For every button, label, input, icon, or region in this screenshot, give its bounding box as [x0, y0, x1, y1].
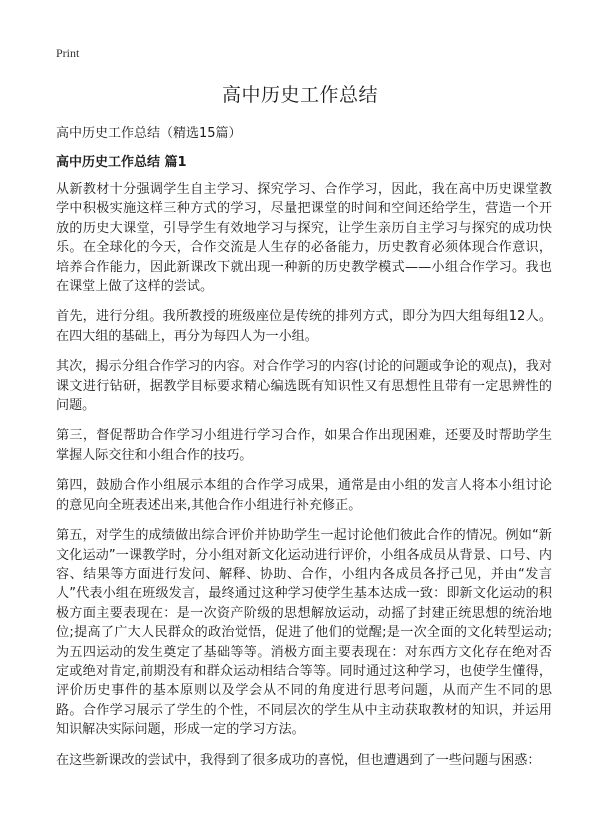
paragraph: 在这些新课改的尝试中，我得到了很多成功的喜悦，但也遭遇到了一些问题与困惑：: [56, 752, 541, 768]
article-body: [56, 180, 552, 781]
print-link[interactable]: Print: [56, 46, 80, 60]
paragraph: 第三，督促帮助合作学习小组进行学习合作，如果合作出现困难，还要及时帮助学生掌握人际交往和小组合作的技巧。: [56, 428, 552, 463]
paragraph: 其次，揭示分组合作学习的内容。对合作学习的内容(讨论的问题或争论的观点)，我对课文进行钻研，据教学目标要求精心编选既有知识性又有思想性且带有一定思辨性的问题。: [56, 359, 552, 414]
paragraph: 第四，鼓励合作小组展示本组的合作学习成果，通常是由小组的发言人将本小组讨论的意见向全班表述出来,其他合作小组进行补充修正。: [56, 478, 552, 513]
paragraph: 第五，对学生的成绩做出综合评价并协助学生一起讨论他们彼此合作的情况。例如“新文化运动”一课教学时，分小组对新文化运动进行评价，小组各成员从背景、口号、内容、结果等方面进行发问、解释、协助、合作，小组内各成员各抒己见，并由“发言人”代表小组在班级发言，最终通过这种学习使学生基本达成一致：即新文化运动的积极方面主要表现在：是一次资产阶级的思想解放运动，动摇了封建正统思想的统治地位;提高了广大人民群众的政治觉悟，促进了他们的觉醒;是一次全面的文化转型运动;为五四运动的发生奠定了基础等等。消极方面主要表现在：对东西方文化存在绝对否定或绝对肯定,前期没有和群众运动相结合等等。同时通过这种学习，也使学生懂得，评价历史事件的基本原则以及学会从不同的角度进行思考问题，从而产生不同的思路。合作学习展示了学生的个性，不同层次的学生从中主动获取教材的知识，并运用知识解决实际问题，形成一定的学习方法。: [56, 528, 552, 738]
paragraph: 首先，进行分组。我所教授的班级座位是传统的排列方式，即分为四大组每组12人。在四大组的基础上，再分为每四人为一小组。: [56, 309, 552, 344]
paragraph: 从新教材十分强调学生自主学习、探究学习、合作学习，因此，我在高中历史课堂教学中积极实施这样三种方式的学习，尽量把课堂的时间和空间还给学生，营造一个开放的历史大课堂，引导学生有效地学习与探究，让学生亲历自主学习与探究的成功快乐。在全球化的今天，合作交流是人生存的必备能力，历史教育必须体现合作意识，培养合作能力，因此新课改下就出现一种新的历史教学模式——小组合作学习。我也在课堂上做了这样的尝试。: [56, 182, 552, 295]
document-subtitle: 高中历史工作总结（精选15篇）: [56, 126, 242, 141]
section-heading: 高中历史工作总结 篇1: [56, 155, 187, 170]
page-title: 高中历史工作总结: [221, 84, 378, 106]
